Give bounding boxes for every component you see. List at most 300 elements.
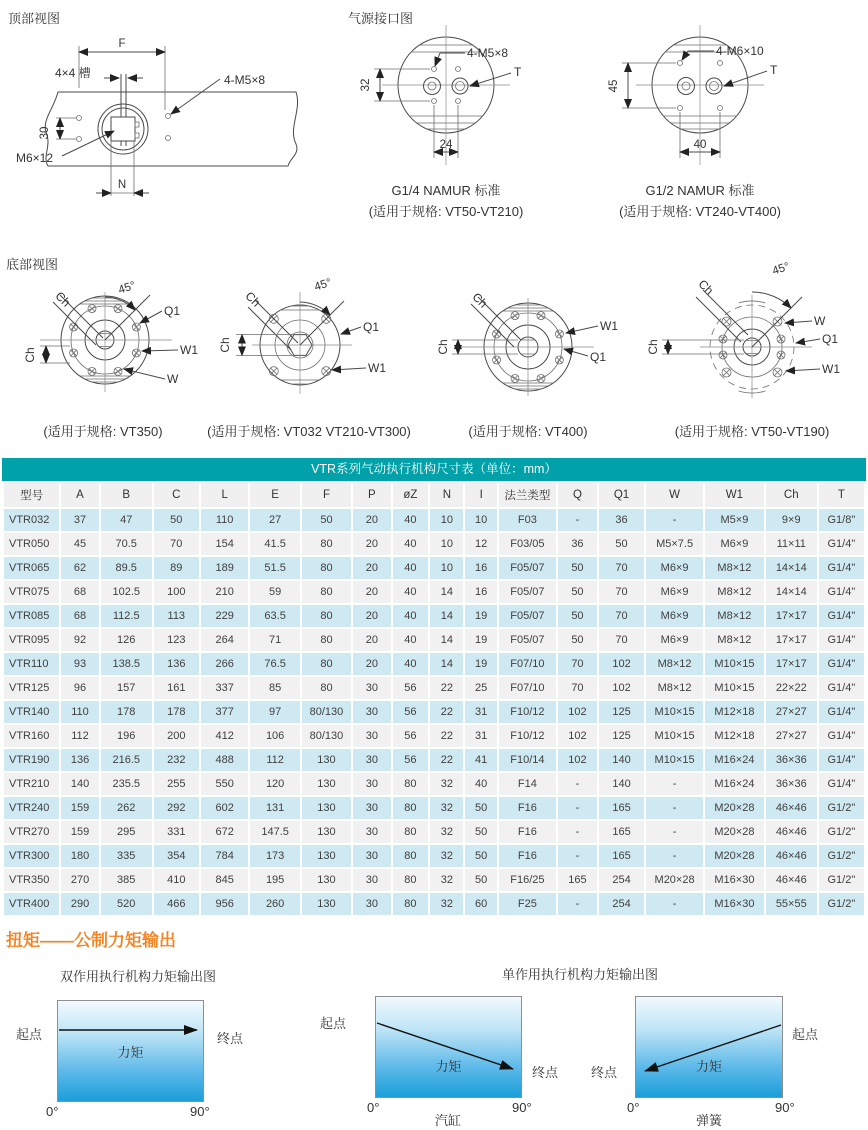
column-header-1: A xyxy=(61,483,98,507)
value-cell: 138.5 xyxy=(101,653,152,675)
value-cell: G1/4" xyxy=(819,653,864,675)
chart3-deg0: 0° xyxy=(627,1100,640,1115)
value-cell: 10 xyxy=(430,533,463,555)
value-cell: 68 xyxy=(61,581,98,603)
value-cell: F05/07 xyxy=(499,605,556,627)
value-cell: 30 xyxy=(353,773,390,795)
top-view-title: 顶部视图 xyxy=(8,11,61,26)
value-cell: 22 xyxy=(430,725,463,747)
value-cell: 956 xyxy=(201,893,249,915)
value-cell: 40 xyxy=(393,605,429,627)
single-acting-spring-chart xyxy=(635,996,783,1098)
value-cell: 254 xyxy=(599,893,644,915)
model-cell: VTR240 xyxy=(4,797,59,819)
g12-applicable: (适用于规格: VT240-VT400) xyxy=(619,203,781,219)
column-header-11: 法兰类型 xyxy=(499,483,556,507)
chart1-start-label: 起点 xyxy=(16,1027,43,1042)
value-cell: F05/07 xyxy=(499,581,556,603)
value-cell: 266 xyxy=(201,653,249,675)
value-cell: M16×30 xyxy=(705,893,764,915)
top-bolt-label: 4-M5×8 xyxy=(224,73,266,87)
column-header-9: N xyxy=(430,483,463,507)
table-row xyxy=(4,749,864,771)
value-cell: G1/4" xyxy=(819,773,864,795)
value-cell: 30 xyxy=(353,893,390,915)
value-cell: 264 xyxy=(201,629,249,651)
g14-standard: G1/4 NAMUR 标准 xyxy=(391,183,501,198)
dim-f-label: F xyxy=(118,38,126,50)
chart1-torque-label: 力矩 xyxy=(117,1045,144,1060)
value-cell: F05/07 xyxy=(499,557,556,579)
value-cell: G1/4" xyxy=(819,725,864,747)
value-cell: G1/4" xyxy=(819,629,864,651)
value-cell: M20×28 xyxy=(646,869,703,891)
value-cell: 180 xyxy=(61,845,98,867)
value-cell: M8×12 xyxy=(705,581,764,603)
value-cell: 80 xyxy=(393,845,429,867)
value-cell: 40 xyxy=(393,557,429,579)
value-cell: 14×14 xyxy=(766,557,817,579)
model-cell: VTR350 xyxy=(4,869,59,891)
value-cell: 14 xyxy=(430,629,463,651)
chart1-deg90: 90° xyxy=(190,1104,210,1119)
chart3-end-label: 终点 xyxy=(591,1065,618,1080)
value-cell: G1/8" xyxy=(819,509,864,531)
value-cell: M5×9 xyxy=(705,509,764,531)
value-cell: 331 xyxy=(154,821,199,843)
value-cell: 36×36 xyxy=(766,749,817,771)
value-cell: M20×28 xyxy=(705,821,764,843)
chart2-axis-label: 汽缸 xyxy=(434,1113,461,1128)
value-cell: F16 xyxy=(499,797,556,819)
value-cell: - xyxy=(646,821,703,843)
column-header-10: I xyxy=(465,483,496,507)
value-cell: F16 xyxy=(499,845,556,867)
chart2-start-label: 起点 xyxy=(320,1016,347,1031)
column-header-0: 型号 xyxy=(4,483,59,507)
value-cell: 46×46 xyxy=(766,845,817,867)
chart1-end-label: 终点 xyxy=(217,1031,244,1046)
value-cell: 71 xyxy=(250,629,299,651)
value-cell: 19 xyxy=(465,605,496,627)
table-row xyxy=(4,629,864,651)
value-cell: - xyxy=(646,509,703,531)
chart2-end-label: 终点 xyxy=(532,1065,559,1080)
value-cell: 173 xyxy=(250,845,299,867)
value-cell: 136 xyxy=(154,653,199,675)
column-header-4: L xyxy=(201,483,249,507)
torque-heading: 扭矩——公制力矩输出 xyxy=(6,931,176,950)
value-cell: 10 xyxy=(465,509,496,531)
single-acting-chart-title: 单作用执行机构力矩输出图 xyxy=(501,967,658,982)
value-cell: 89 xyxy=(154,557,199,579)
value-cell: 147.5 xyxy=(250,821,299,843)
value-cell: 102 xyxy=(558,725,597,747)
vt350-caption: (适用于规格: VT350) xyxy=(43,424,163,439)
vt350-w-label: W xyxy=(167,372,179,386)
value-cell: 50 xyxy=(465,845,496,867)
value-cell: 235.5 xyxy=(101,773,152,795)
model-cell: VTR065 xyxy=(4,557,59,579)
value-cell: 22×22 xyxy=(766,677,817,699)
value-cell: - xyxy=(558,509,597,531)
value-cell: 56 xyxy=(393,677,429,699)
value-cell: 20 xyxy=(353,509,390,531)
value-cell: 102 xyxy=(599,653,644,675)
column-header-5: E xyxy=(250,483,299,507)
value-cell: 80 xyxy=(393,893,429,915)
value-cell: 377 xyxy=(201,701,249,723)
value-cell: - xyxy=(558,797,597,819)
value-cell: 60 xyxy=(465,893,496,915)
value-cell: 32 xyxy=(430,797,463,819)
value-cell: 56 xyxy=(393,701,429,723)
value-cell: 10 xyxy=(430,509,463,531)
vt50-angle-label: 45° xyxy=(770,260,792,278)
value-cell: M12×18 xyxy=(705,701,764,723)
value-cell: G1/2" xyxy=(819,821,864,843)
vt400-ch-side-label: Ch xyxy=(436,339,450,355)
value-cell: 80 xyxy=(302,581,351,603)
value-cell: 41 xyxy=(465,749,496,771)
value-cell: 130 xyxy=(302,749,351,771)
value-cell: 40 xyxy=(393,533,429,555)
table-row xyxy=(4,605,864,627)
value-cell: 140 xyxy=(599,749,644,771)
model-cell: VTR160 xyxy=(4,725,59,747)
value-cell: 80/130 xyxy=(302,725,351,747)
vt400-caption: (适用于规格: VT400) xyxy=(468,424,588,439)
model-cell: VTR085 xyxy=(4,605,59,627)
value-cell: 50 xyxy=(465,797,496,819)
table-row xyxy=(4,677,864,699)
value-cell: G1/4" xyxy=(819,533,864,555)
value-cell: 40 xyxy=(465,773,496,795)
value-cell: 196 xyxy=(101,725,152,747)
table-row xyxy=(4,773,864,795)
flange-drawing-vt50-190 xyxy=(646,261,840,398)
value-cell: 25 xyxy=(465,677,496,699)
model-cell: VTR400 xyxy=(4,893,59,915)
value-cell: 100 xyxy=(154,581,199,603)
value-cell: 30 xyxy=(353,845,390,867)
value-cell: 412 xyxy=(201,725,249,747)
value-cell: 96 xyxy=(61,677,98,699)
value-cell: - xyxy=(646,893,703,915)
value-cell: 17×17 xyxy=(766,605,817,627)
value-cell: 130 xyxy=(302,845,351,867)
value-cell: 31 xyxy=(465,725,496,747)
value-cell: 14 xyxy=(430,605,463,627)
g14-dim-h-label: 24 xyxy=(439,139,453,151)
value-cell: 410 xyxy=(154,869,199,891)
value-cell: 466 xyxy=(154,893,199,915)
column-header-13: Q1 xyxy=(599,483,644,507)
top-view-drawing xyxy=(16,38,298,196)
value-cell: 130 xyxy=(302,773,351,795)
value-cell: 80 xyxy=(302,653,351,675)
column-header-15: W1 xyxy=(705,483,764,507)
flange-drawing-vt350 xyxy=(23,280,198,392)
value-cell: 354 xyxy=(154,845,199,867)
value-cell: F16/25 xyxy=(499,869,556,891)
value-cell: 59 xyxy=(250,581,299,603)
value-cell: 154 xyxy=(201,533,249,555)
value-cell: 17×17 xyxy=(766,653,817,675)
value-cell: 20 xyxy=(353,605,390,627)
value-cell: M12×18 xyxy=(705,725,764,747)
value-cell: 295 xyxy=(101,821,152,843)
table-row xyxy=(4,821,864,843)
value-cell: F16 xyxy=(499,821,556,843)
value-cell: 254 xyxy=(599,869,644,891)
value-cell: 80 xyxy=(302,533,351,555)
value-cell: 19 xyxy=(465,629,496,651)
value-cell: 50 xyxy=(154,509,199,531)
value-cell: 50 xyxy=(599,533,644,555)
value-cell: G1/4" xyxy=(819,749,864,771)
value-cell: M10×15 xyxy=(646,701,703,723)
table-row xyxy=(4,581,864,603)
value-cell: F03/05 xyxy=(499,533,556,555)
value-cell: 178 xyxy=(154,701,199,723)
column-header-14: W xyxy=(646,483,703,507)
vt032-ch-diag-label: Ch xyxy=(242,288,264,310)
column-header-12: Q xyxy=(558,483,597,507)
value-cell: 40 xyxy=(393,581,429,603)
value-cell: 32 xyxy=(430,845,463,867)
table-row xyxy=(4,869,864,891)
value-cell: 76.5 xyxy=(250,653,299,675)
value-cell: 140 xyxy=(599,773,644,795)
value-cell: F05/07 xyxy=(499,629,556,651)
table-header-row xyxy=(4,483,864,507)
vt400-w1-label: W1 xyxy=(600,319,618,333)
table-title: VTR系列气动执行机构尺寸表（单位：mm） xyxy=(2,458,866,481)
value-cell: M8×12 xyxy=(646,677,703,699)
value-cell: 9×9 xyxy=(766,509,817,531)
value-cell: F07/10 xyxy=(499,653,556,675)
value-cell: G1/4" xyxy=(819,605,864,627)
chart2-deg0: 0° xyxy=(367,1100,380,1115)
value-cell: 70 xyxy=(599,629,644,651)
table-row xyxy=(4,701,864,723)
value-cell: G1/2" xyxy=(819,797,864,819)
value-cell: 125 xyxy=(599,701,644,723)
value-cell: 70 xyxy=(558,653,597,675)
value-cell: M6×9 xyxy=(705,533,764,555)
value-cell: M10×15 xyxy=(646,749,703,771)
column-header-17: T xyxy=(819,483,864,507)
value-cell: 50 xyxy=(465,869,496,891)
bottom-section-diagrams xyxy=(0,240,868,415)
value-cell: M6×9 xyxy=(646,557,703,579)
value-cell: 337 xyxy=(201,677,249,699)
value-cell: 16 xyxy=(465,581,496,603)
value-cell: 41.5 xyxy=(250,533,299,555)
value-cell: 159 xyxy=(61,821,98,843)
value-cell: 70 xyxy=(558,677,597,699)
value-cell: 130 xyxy=(302,797,351,819)
value-cell: 27×27 xyxy=(766,725,817,747)
value-cell: M8×12 xyxy=(646,653,703,675)
value-cell: G1/2" xyxy=(819,845,864,867)
value-cell: G1/4" xyxy=(819,701,864,723)
value-cell: M6×9 xyxy=(646,581,703,603)
value-cell: 80 xyxy=(302,677,351,699)
value-cell: 37 xyxy=(61,509,98,531)
value-cell: M8×12 xyxy=(705,629,764,651)
chart3-deg90: 90° xyxy=(775,1100,795,1115)
value-cell: 20 xyxy=(353,557,390,579)
value-cell: 93 xyxy=(61,653,98,675)
value-cell: 80 xyxy=(302,557,351,579)
value-cell: 30 xyxy=(353,821,390,843)
value-cell: M6×9 xyxy=(646,629,703,651)
model-cell: VTR210 xyxy=(4,773,59,795)
value-cell: 22 xyxy=(430,749,463,771)
vt350-w1-label: W1 xyxy=(180,343,198,357)
value-cell: 50 xyxy=(558,581,597,603)
value-cell: 200 xyxy=(154,725,199,747)
value-cell: 80 xyxy=(393,797,429,819)
value-cell: 36×36 xyxy=(766,773,817,795)
value-cell: 55×55 xyxy=(766,893,817,915)
value-cell: 165 xyxy=(599,845,644,867)
model-cell: VTR190 xyxy=(4,749,59,771)
vt350-ch-side-label: Ch xyxy=(23,347,37,363)
dimension-table-section xyxy=(2,458,866,917)
table-row xyxy=(4,557,864,579)
value-cell: 165 xyxy=(599,797,644,819)
single-acting-cylinder-chart xyxy=(375,996,522,1098)
value-cell: 290 xyxy=(61,893,98,915)
value-cell: 20 xyxy=(353,629,390,651)
value-cell: 22 xyxy=(430,677,463,699)
vt032-ch-side-label: Ch xyxy=(218,337,232,353)
value-cell: 36 xyxy=(558,533,597,555)
value-cell: 30 xyxy=(353,797,390,819)
vt50-ch-diag-label: Ch xyxy=(695,276,717,298)
vt50-ch-side-label: Ch xyxy=(646,339,660,355)
value-cell: 47 xyxy=(101,509,152,531)
value-cell: 126 xyxy=(101,629,152,651)
air-port-g12-drawing xyxy=(608,25,778,165)
value-cell: 112.5 xyxy=(101,605,152,627)
chart3-torque-label: 力矩 xyxy=(695,1059,722,1074)
value-cell: 14×14 xyxy=(766,581,817,603)
value-cell: 262 xyxy=(101,797,152,819)
chart2-deg90: 90° xyxy=(512,1100,532,1115)
value-cell: 102 xyxy=(558,701,597,723)
value-cell: F25 xyxy=(499,893,556,915)
value-cell: M5×7.5 xyxy=(646,533,703,555)
chart3-start-label: 起点 xyxy=(792,1027,819,1042)
value-cell: 56 xyxy=(393,725,429,747)
table-row xyxy=(4,533,864,555)
double-acting-chart-title: 双作用执行机构力矩输出图 xyxy=(59,969,216,984)
value-cell: F10/12 xyxy=(499,701,556,723)
value-cell: 131 xyxy=(250,797,299,819)
value-cell: F10/12 xyxy=(499,725,556,747)
value-cell: 112 xyxy=(250,749,299,771)
value-cell: 80 xyxy=(393,773,429,795)
g12-t-label: T xyxy=(770,63,778,77)
chart2-torque-label: 力矩 xyxy=(435,1059,462,1074)
value-cell: M10×15 xyxy=(705,677,764,699)
value-cell: 255 xyxy=(154,773,199,795)
vt50-w-label: W xyxy=(814,314,826,328)
value-cell: 32 xyxy=(430,869,463,891)
column-header-16: Ch xyxy=(766,483,817,507)
value-cell: 165 xyxy=(599,821,644,843)
chart1-deg0: 0° xyxy=(46,1104,59,1119)
value-cell: M20×28 xyxy=(705,845,764,867)
value-cell: 602 xyxy=(201,797,249,819)
value-cell: 27×27 xyxy=(766,701,817,723)
value-cell: 70 xyxy=(154,533,199,555)
value-cell: 102.5 xyxy=(101,581,152,603)
value-cell: 40 xyxy=(393,509,429,531)
value-cell: 130 xyxy=(302,893,351,915)
value-cell: 89.5 xyxy=(101,557,152,579)
g12-caption xyxy=(592,181,808,223)
value-cell: 335 xyxy=(101,845,152,867)
g14-applicable: (适用于规格: VT50-VT210) xyxy=(368,203,524,219)
g14-bolt-label: 4-M5×8 xyxy=(467,46,509,60)
value-cell: 20 xyxy=(353,533,390,555)
value-cell: 32 xyxy=(430,893,463,915)
value-cell: 120 xyxy=(250,773,299,795)
value-cell: 232 xyxy=(154,749,199,771)
value-cell: 672 xyxy=(201,821,249,843)
value-cell: 70 xyxy=(599,605,644,627)
value-cell: 140 xyxy=(61,773,98,795)
model-cell: VTR300 xyxy=(4,845,59,867)
value-cell: 85 xyxy=(250,677,299,699)
value-cell: M8×12 xyxy=(705,557,764,579)
value-cell: 80 xyxy=(302,605,351,627)
table-row xyxy=(4,797,864,819)
value-cell: 14 xyxy=(430,653,463,675)
value-cell: 80/130 xyxy=(302,701,351,723)
value-cell: 50 xyxy=(558,557,597,579)
value-cell: 19 xyxy=(465,653,496,675)
value-cell: 14 xyxy=(430,581,463,603)
value-cell: M16×24 xyxy=(705,773,764,795)
value-cell: 260 xyxy=(250,893,299,915)
value-cell: 62 xyxy=(61,557,98,579)
value-cell: 845 xyxy=(201,869,249,891)
value-cell: F10/14 xyxy=(499,749,556,771)
value-cell: 10 xyxy=(430,557,463,579)
value-cell: 40 xyxy=(393,653,429,675)
value-cell: M16×24 xyxy=(705,749,764,771)
value-cell: M6×9 xyxy=(646,605,703,627)
value-cell: 130 xyxy=(302,869,351,891)
value-cell: 46×46 xyxy=(766,797,817,819)
value-cell: 130 xyxy=(302,821,351,843)
value-cell: 27 xyxy=(250,509,299,531)
value-cell: 46×46 xyxy=(766,821,817,843)
value-cell: 97 xyxy=(250,701,299,723)
vt350-angle-label: 45° xyxy=(116,279,138,297)
value-cell: 123 xyxy=(154,629,199,651)
table-row xyxy=(4,509,864,531)
value-cell: F14 xyxy=(499,773,556,795)
value-cell: 70 xyxy=(599,581,644,603)
air-port-section-title: 气源接口图 xyxy=(348,11,414,26)
